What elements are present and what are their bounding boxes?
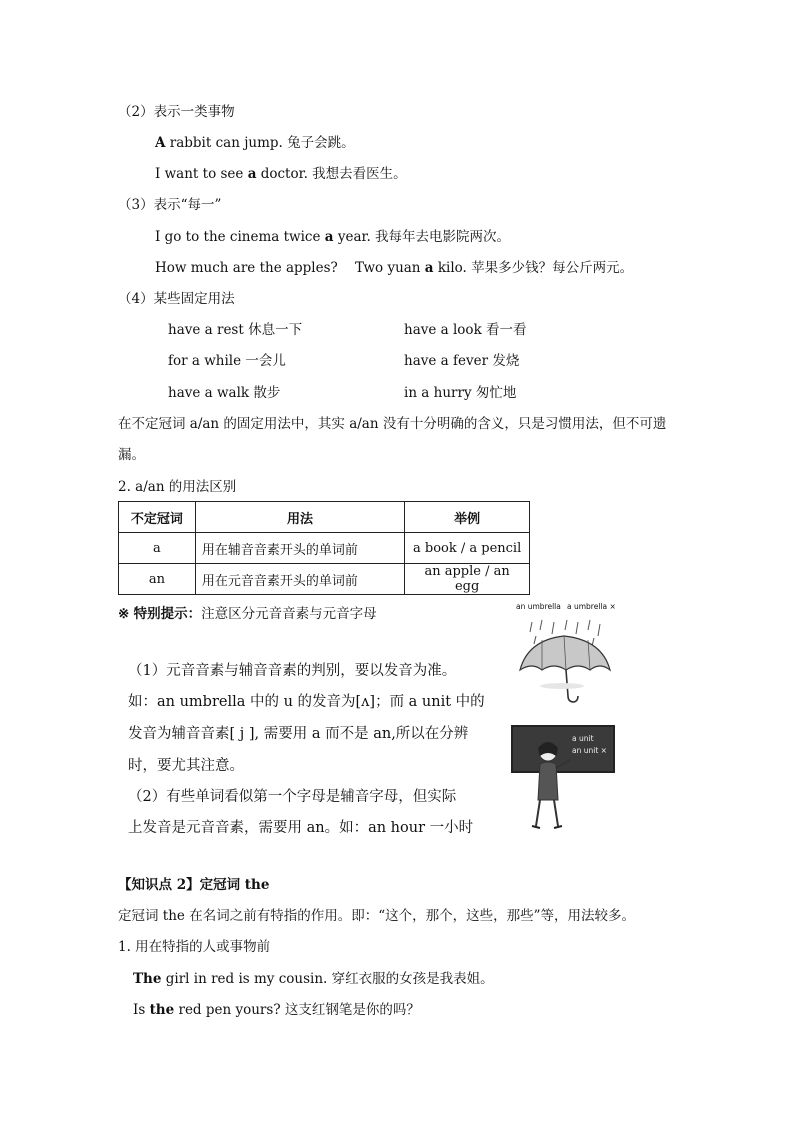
- kp2-subheading: 1. 用在特指的人或事物前: [118, 939, 271, 955]
- example-sentence: The girl in red is my cousin. 穿红衣服的女孩是我表姐。: [133, 971, 494, 987]
- phrase-item: have a fever 发烧: [404, 353, 520, 369]
- note-line-1: 在不定冠词 a/an 的固定用法中，其实 a/an 没有十分明确的含义，只是习惯用法，但不可遗: [118, 416, 667, 432]
- table-cell: a: [119, 533, 196, 564]
- example-sentence: Is the red pen yours? 这支红钢笔是你的吗？: [133, 1002, 420, 1018]
- umbrella-illustration: [512, 600, 622, 708]
- para1-line: （1）元音音素与辅音音素的判别，要以发音为准。: [128, 663, 457, 679]
- umbrella-label-correct: an umbrella: [516, 602, 561, 611]
- article-bold: a: [247, 166, 257, 182]
- para1-line: 时，要尤其注意。: [128, 758, 244, 774]
- table-row: [119, 533, 530, 564]
- knowledge-point-2-title: 【知识点 2】定冠词 the: [118, 877, 270, 893]
- teacher-blackboard-illustration: [510, 720, 616, 832]
- usage-table: [118, 501, 530, 595]
- para1-line: 如：an umbrella 中的 u 的发音为[ʌ]；而 a unit 中的: [128, 694, 485, 710]
- phrase-item: have a look 看一看: [404, 322, 527, 338]
- kp2-intro: 定冠词 the 在名词之前有特指的作用。即：“这个，那个，这些，那些”等，用法较多。: [118, 908, 635, 924]
- phrase-item: in a hurry 匆忙地: [404, 385, 517, 401]
- para2-line: （2）有些单词看似第一个字母是辅音字母，但实际: [128, 789, 457, 805]
- example-sentence: I go to the cinema twice a year. 我每年去电影院两次。: [155, 229, 511, 245]
- article-bold: the: [149, 1002, 175, 1018]
- section-2-heading: （2）表示一类事物: [118, 104, 235, 120]
- table-header: 用法: [195, 502, 404, 533]
- section-4-heading: （4）某些固定用法: [118, 291, 235, 307]
- example-sentence: I want to see a doctor. 我想去看医生。: [155, 166, 407, 182]
- usage-difference-title: 2. a/an 的用法区别: [118, 479, 237, 495]
- tip-label: 特别提示：: [133, 606, 202, 622]
- phrase-item: have a walk 散步: [168, 385, 281, 401]
- reference-mark: ※: [118, 606, 130, 622]
- table-cell: a book / a pencil: [405, 533, 530, 564]
- blackboard-icon: [510, 720, 616, 832]
- table-header: 不定冠词: [119, 502, 196, 533]
- para1-line: 发音为辅音音素[ j ], 需要用 a 而不是 an,所以在分辨: [128, 726, 469, 742]
- board-text-correct: a unit: [572, 734, 594, 743]
- note-line-2: 漏。: [118, 447, 145, 463]
- table-cell: an: [119, 564, 196, 595]
- article-bold: a: [424, 260, 434, 276]
- table-header-row: [119, 502, 530, 533]
- tip-text: 注意区分元音音素与元音字母: [201, 606, 377, 622]
- article-bold: A: [155, 135, 166, 151]
- table-row: [119, 564, 530, 595]
- example-sentence: A rabbit can jump. 兔子会跳。: [155, 135, 355, 151]
- special-tip: [118, 604, 377, 624]
- table-cell: 用在元音音素开头的单词前: [195, 564, 404, 595]
- board-text-wrong: an unit ×: [572, 746, 607, 755]
- phrase-item: have a rest 休息一下: [168, 322, 303, 338]
- para2-line: 上发音是元音音素，需要用 an。如：an hour 一小时: [128, 820, 474, 836]
- section-3-heading: （3）表示“每一”: [118, 197, 222, 213]
- umbrella-label-wrong: a umbrella ×: [567, 602, 616, 611]
- table-cell: an apple / an egg: [405, 564, 530, 595]
- umbrella-icon: [512, 600, 622, 708]
- phrase-item: for a while 一会儿: [168, 353, 286, 369]
- article-bold: a: [324, 229, 334, 245]
- table-cell: 用在辅音音素开头的单词前: [195, 533, 404, 564]
- table-header: 举例: [405, 502, 530, 533]
- article-bold: The: [133, 971, 162, 987]
- example-sentence: How much are the apples? Two yuan a kilo. 苹果多少钱？每公斤两元。: [155, 260, 634, 276]
